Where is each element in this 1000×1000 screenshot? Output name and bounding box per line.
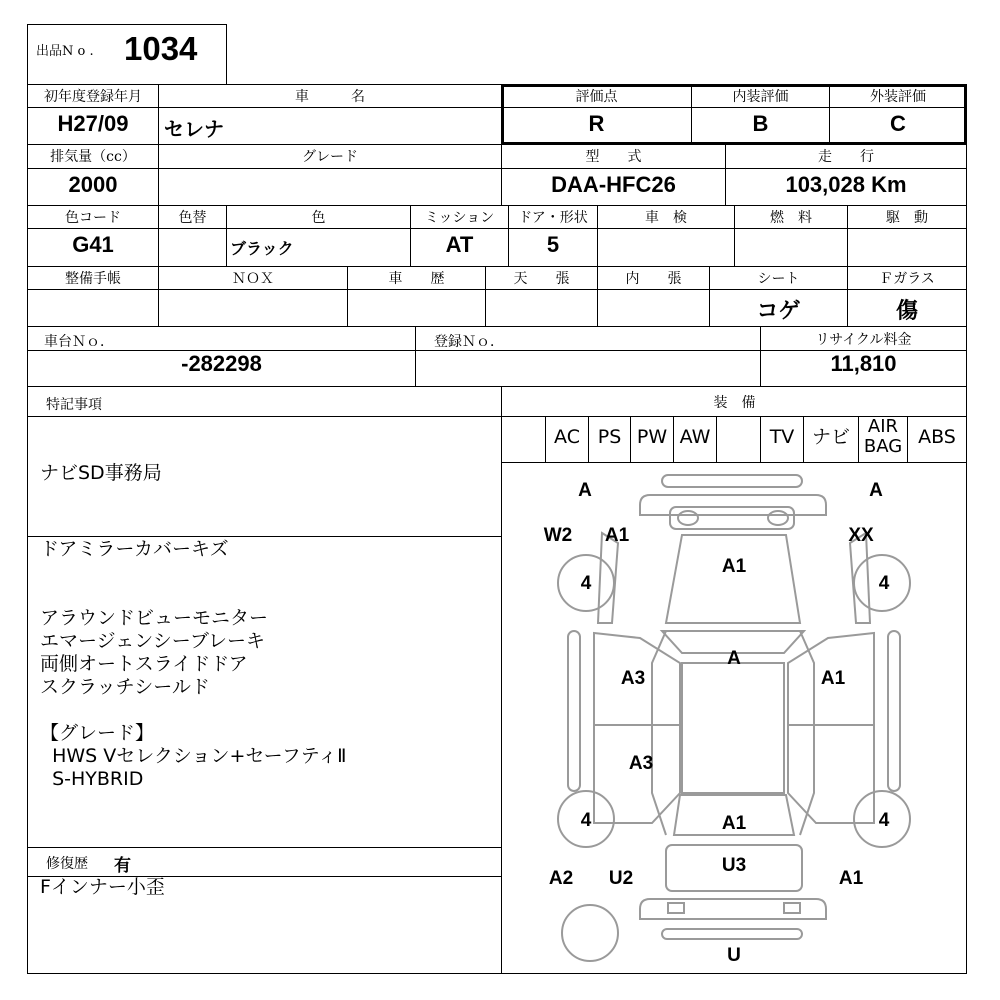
car-name-label: 車 名 — [295, 89, 365, 105]
color-code-label: 色コード — [65, 210, 121, 226]
displacement-value: 2000 — [68, 172, 118, 197]
history-label: 車 歴 — [388, 271, 445, 287]
repair-value: 有 — [114, 856, 131, 876]
damage-rear-roof: A1 — [721, 813, 747, 834]
service-book-label: 整備手帳 — [65, 271, 121, 287]
lot-number: 1034 — [124, 30, 198, 67]
damage-left-rear-door: A3 — [628, 753, 654, 774]
damage-a2: A2 — [548, 868, 574, 889]
repair-note: Fインナー小歪 — [40, 876, 165, 898]
repair-label: 修復歴 — [46, 856, 88, 872]
doors-label: ドア・形状 — [518, 210, 588, 226]
damage-u2: U2 — [608, 868, 634, 889]
damage-xx: XX — [848, 525, 874, 546]
damage-a1-pillar-left: A1 — [604, 525, 630, 546]
transmission-label: ミッション — [424, 210, 495, 226]
color-value: ブラック — [230, 239, 294, 258]
damage-u3: U3 — [721, 855, 747, 876]
exterior-label: 外装評価 — [870, 89, 926, 105]
roof-label: 天 張 — [513, 271, 570, 287]
interior-trim-label: 内 張 — [625, 271, 682, 287]
first-reg-value: H27/09 — [57, 111, 129, 136]
score-value: R — [588, 111, 605, 136]
fuel-label: 燃 料 — [770, 210, 812, 226]
damage-rear-bumper: U — [727, 945, 741, 966]
grade-label: グレード — [302, 149, 358, 165]
exterior-value: C — [890, 111, 906, 136]
notes-line1: ナビSD事務局 — [40, 462, 162, 484]
equip-aw: AW — [679, 426, 711, 448]
damage-tire-fl: 4 — [580, 573, 592, 594]
mileage-label: 走 行 — [818, 149, 874, 165]
equip-pw: PW — [636, 426, 668, 448]
notes-label: 特記事項 — [46, 397, 102, 413]
seat-value: コゲ — [756, 298, 801, 323]
interior-label: 内装評価 — [732, 89, 789, 105]
mileage-value: 103,028 Km — [785, 172, 907, 197]
chassis-label: 車台Ｎｏ． — [44, 334, 114, 350]
doors-value: 5 — [546, 232, 560, 257]
transmission-value: AT — [445, 232, 474, 257]
equip-airbag: AIR BAG — [863, 416, 903, 457]
equip-ps: PS — [597, 426, 622, 448]
interior-value: B — [752, 111, 769, 136]
equip-abs: ABS — [918, 426, 956, 448]
car-name-value: セレナ — [164, 117, 224, 141]
model-label: 型 式 — [585, 149, 642, 165]
equip-tv: TV — [769, 426, 795, 448]
notes-block2: ドアミラーカバーキズ アラウンドビューモニター エマージェンシーブレーキ 両側オートスライドドア スクラッチシールド 【グレード】 HWS Vセレクション+セーフティⅡ S-HYBRID — [40, 538, 347, 790]
damage-a1-rear-right: A1 — [838, 868, 864, 889]
first-reg-label: 初年度登録年月 — [44, 89, 142, 105]
equip-navi: ナビ — [811, 426, 850, 448]
drive-label: 駆 動 — [886, 210, 928, 226]
lot-label: 出品N o . — [36, 44, 94, 59]
recycle-value: 11,810 — [830, 351, 897, 376]
damage-front-left: A — [578, 480, 592, 501]
recycle-label: リサイクル料金 — [815, 332, 912, 348]
damage-w2: W2 — [543, 525, 573, 546]
score-label: 評価点 — [575, 89, 618, 105]
damage-tire-fr: 4 — [878, 573, 890, 594]
color-label: 色 — [311, 210, 326, 226]
equipment-label: 装 備 — [713, 395, 756, 411]
color-code-value: G41 — [72, 232, 114, 257]
damage-hood: A1 — [721, 556, 747, 577]
nox-label: ＮＯＸ — [232, 271, 274, 287]
displacement-label: 排気量（cc） — [50, 149, 136, 165]
inspection-label: 車 検 — [645, 210, 687, 226]
damage-roof: A — [727, 648, 741, 669]
registration-label: 登録Ｎｏ． — [434, 334, 504, 350]
damage-tire-rr: 4 — [878, 810, 890, 831]
fglass-label: Ｆガラス — [879, 271, 935, 287]
damage-tire-rl: 4 — [580, 810, 592, 831]
fglass-value: 傷 — [895, 298, 918, 323]
damage-right-side: A1 — [820, 668, 846, 689]
equip-ac: AC — [554, 426, 580, 448]
seat-label: シート — [757, 271, 800, 287]
repaint-label: 色替 — [178, 210, 207, 226]
damage-left-front-door: A3 — [620, 668, 646, 689]
damage-front-right: A — [869, 480, 883, 501]
chassis-value: -282298 — [181, 351, 262, 376]
model-value: DAA-HFC26 — [551, 172, 676, 197]
